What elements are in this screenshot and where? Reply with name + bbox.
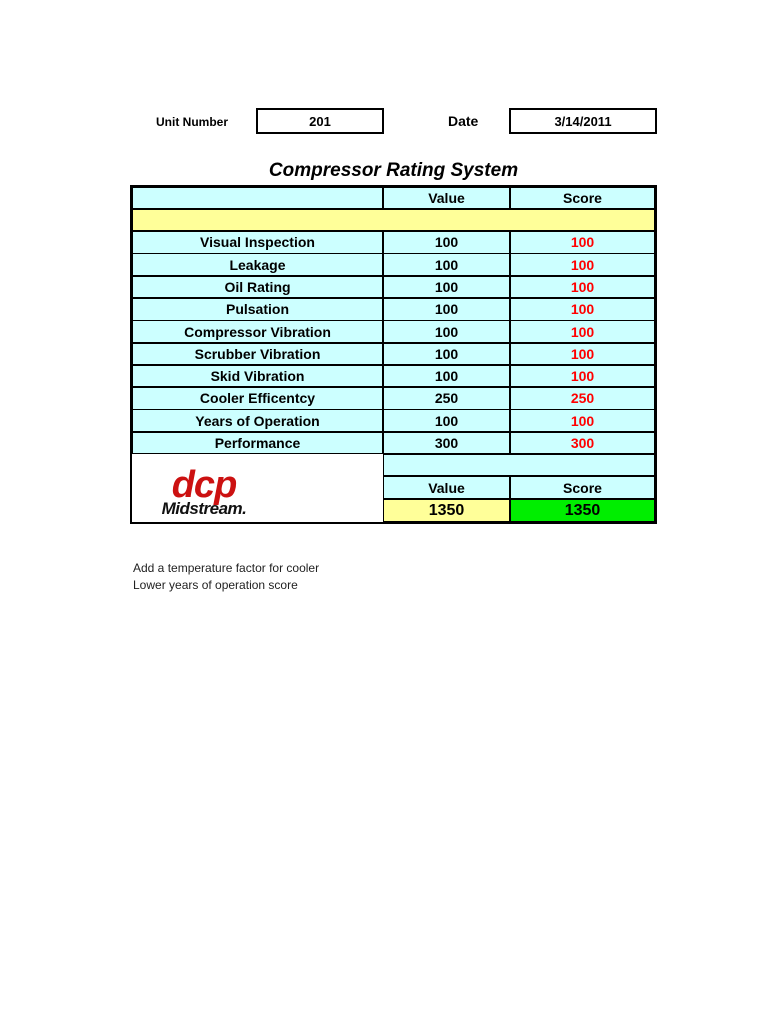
totals-blank-cell [383,454,655,476]
total-value: 1350 [383,499,510,522]
row-label: Visual Inspection [132,231,383,254]
logo-wordmark-bottom: Midstream. [161,498,247,518]
row-value: 100 [383,365,510,388]
row-label: Skid Vibration [132,365,383,388]
column-header-score: Score [510,187,655,209]
row-value: 100 [383,298,510,321]
total-score: 1350 [510,499,655,522]
row-value: 100 [383,253,510,276]
row-score: 250 [510,387,655,410]
row-value: 300 [383,432,510,455]
date-label: Date [448,113,479,129]
row-value: 250 [383,387,510,410]
totals-header-score: Score [510,476,655,499]
row-value: 100 [383,231,510,254]
row-score: 100 [510,365,655,388]
row-label: Years of Operation [132,409,383,432]
date-field[interactable]: 3/14/2011 [509,108,657,134]
totals-header-value: Value [383,476,510,499]
row-label: Leakage [132,253,383,276]
row-score: 100 [510,298,655,321]
row-value: 100 [383,343,510,366]
page-title: Compressor Rating System [268,160,519,181]
row-score: 300 [510,432,655,455]
column-header-value: Value [383,187,510,209]
logo-wordmark-top: dcp [171,463,237,506]
note-line: Add a temperature factor for cooler [133,561,320,575]
row-label: Compressor Vibration [132,320,383,343]
notes [133,560,319,594]
row-score: 100 [510,343,655,366]
row-label: Performance [132,432,383,455]
unit-number-label: Unit Number [156,115,228,129]
row-score: 100 [510,409,655,432]
row-score: 100 [510,320,655,343]
row-score: 100 [510,253,655,276]
row-score: 100 [510,276,655,299]
dcp-midstream-logo [138,463,270,520]
row-label: Pulsation [132,298,383,321]
row-value: 100 [383,320,510,343]
unit-number-field[interactable]: 201 [256,108,384,134]
row-label: Oil Rating [132,276,383,299]
header-blank-cell [132,187,383,209]
row-value: 100 [383,409,510,432]
note-line: Lower years of operation score [133,578,298,592]
row-label: Cooler Efficentcy [132,387,383,410]
section-band [132,209,655,231]
row-score: 100 [510,231,655,254]
row-value: 100 [383,276,510,299]
row-label: Scrubber Vibration [132,343,383,366]
